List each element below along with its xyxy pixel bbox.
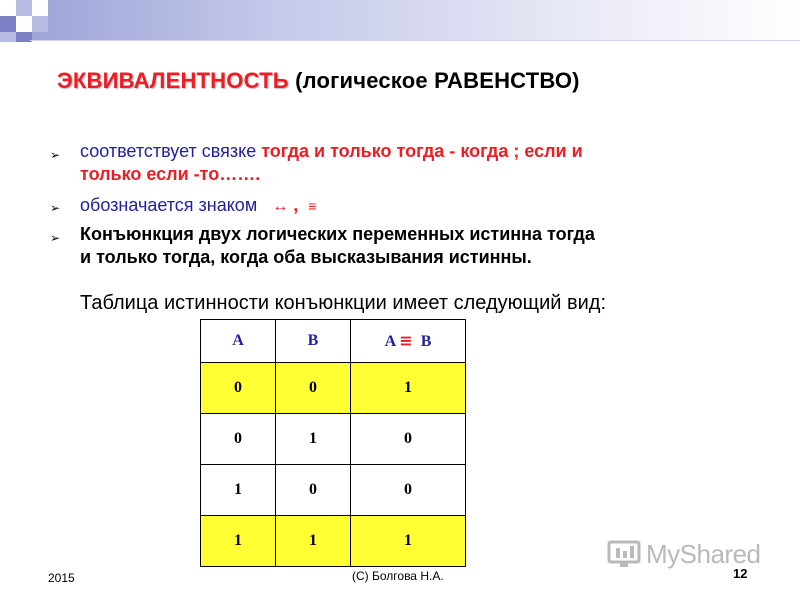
slide-title xyxy=(57,68,580,94)
symbol-separator: , xyxy=(293,195,299,215)
table-caption: Таблица истинности конъюнкции имеет следующий вид: xyxy=(80,292,606,314)
decor-square xyxy=(16,0,32,16)
table-cell: 0 xyxy=(276,363,351,414)
table-cell: 0 xyxy=(351,414,466,465)
header-cell-a: A xyxy=(201,320,276,363)
header-op: ≡ xyxy=(399,331,413,350)
header-cell-result xyxy=(351,320,466,363)
truth-table xyxy=(200,319,466,567)
bullet-2 xyxy=(80,194,316,218)
table-cell: 1 xyxy=(351,516,466,567)
myshared-logo-icon xyxy=(606,536,644,570)
header-b: B xyxy=(420,333,432,350)
table-cell: 0 xyxy=(201,363,276,414)
footer-year: 2015 xyxy=(48,571,75,585)
title-divider xyxy=(30,40,800,41)
decor-square xyxy=(0,0,16,16)
table-cell: 1 xyxy=(276,516,351,567)
header-a: A xyxy=(384,333,396,350)
bullet-arrow-icon: ➢ xyxy=(50,201,61,215)
decor-square xyxy=(16,16,32,32)
table-header-row xyxy=(201,320,466,363)
table-cell: 0 xyxy=(351,465,466,516)
bullet-3-line2: и только тогда, когда оба высказывания истинны. xyxy=(80,247,532,267)
decor-square xyxy=(32,0,48,16)
table-cell: 1 xyxy=(351,363,466,414)
biconditional-symbol: ↔ xyxy=(272,198,289,215)
table-cell: 1 xyxy=(276,414,351,465)
bullet-1-connective: тогда и только тогда - когда ; если и xyxy=(261,141,583,161)
footer-author: (С) Болгова Н.А. xyxy=(352,569,444,583)
title-main: ЭКВИВАЛЕНТНОСТЬ xyxy=(57,68,289,93)
bullet-3-line1: Конъюнкция двух логических переменных истинна тогда xyxy=(80,224,595,244)
decor-square xyxy=(32,16,48,32)
decor-square xyxy=(0,32,16,42)
table-row xyxy=(201,516,466,567)
bullet-1 xyxy=(80,140,583,186)
table-cell: 1 xyxy=(201,516,276,567)
table-cell: 0 xyxy=(276,465,351,516)
bullet-2-text: обозначается знаком xyxy=(80,195,258,215)
bullet-arrow-icon: ➢ xyxy=(50,148,61,162)
bullet-1-connective-line2: только если -то……. xyxy=(80,164,261,184)
equivalence-symbol: ≡ xyxy=(308,198,317,214)
table-row xyxy=(201,414,466,465)
top-decorative-band xyxy=(0,0,800,40)
bullet-arrow-icon: ➢ xyxy=(50,231,61,245)
table-row xyxy=(201,465,466,516)
table-cell: 1 xyxy=(201,465,276,516)
table-row xyxy=(201,363,466,414)
page-number: 12 xyxy=(733,566,748,581)
header-cell-b: B xyxy=(276,320,351,363)
bullet-1-text: соответствует связке xyxy=(80,141,257,161)
bullet-3 xyxy=(80,223,595,269)
watermark-text: MyShared xyxy=(646,539,761,569)
title-sub: (логическое РАВЕНСТВО) xyxy=(295,68,580,93)
table-cell: 0 xyxy=(201,414,276,465)
decor-square xyxy=(0,16,16,32)
